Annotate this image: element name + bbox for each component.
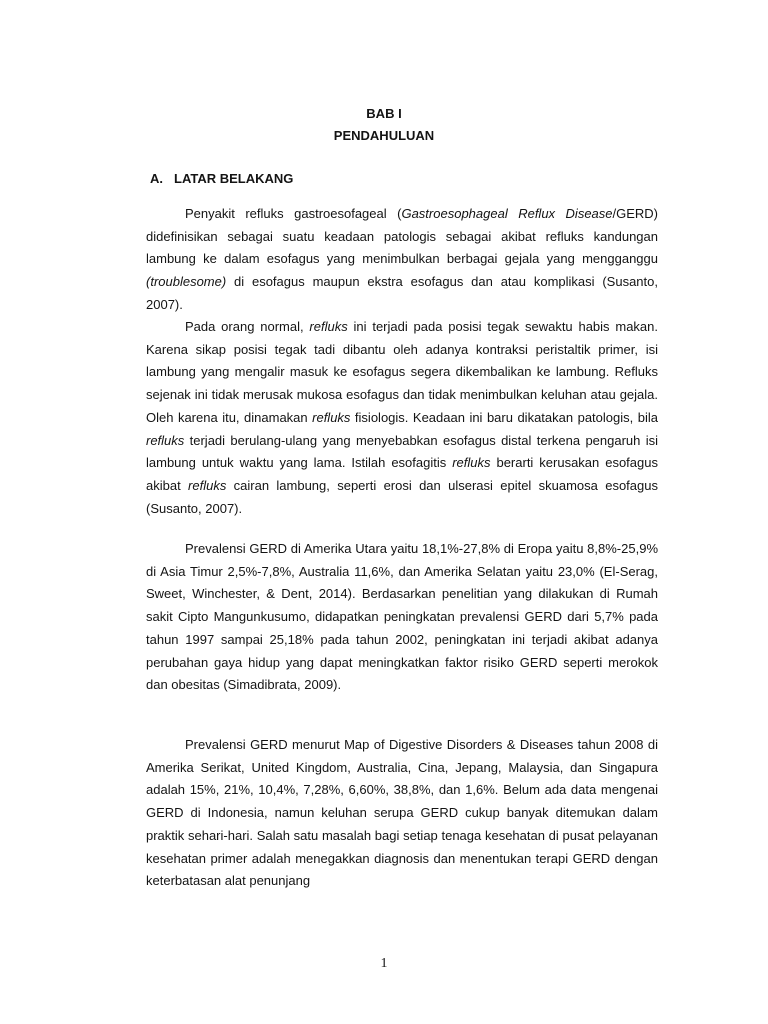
chapter-title: PENDAHULUAN [333,128,435,143]
italic-term: refluks [452,455,491,471]
text-run: Pada orang normal, [185,319,310,334]
section-heading [150,171,293,186]
text-run: Prevalensi GERD menurut Map of Digestive Disorders & Diseases tahun 2008 di Amerika Serikat, United Kingdom, Australia, Cina, Jepang, Malaysia, dan Singapura adalah 15%, 21%, 10,4%, 7,28%, 6,60%, 38,8%, dan 1,6%. Belum ada data mengenai GERD di Indonesia, namun keluhan serupa GERD cukup banyak ditemukan dalam praktik sehari-hari. Salah satu masalah bagi setiap tenaga kesehatan di pusat pelayanan kesehatan primer adalah menegakkan diagnosis dan menentukan terapi GERD dengan keterbatasan alat penunjang [146,737,658,889]
text-run: Penyakit refluks gastroesofageal ( [185,206,402,221]
text-run: Prevalensi GERD di Amerika Utara yaitu 18,1%-27,8% di Eropa yaitu 8,8%-25,9% di Asia Timur 2,5%-7,8%, Australia 11,6%, dan Amerika Selatan yaitu 23,0% (El-Serag, Sweet, Winchester, & Dent, 2014). Berdasarkan penelitian yang dilakukan di Rumah sakit Cipto Mangunkusumo, didapatkan peningkatan prevalensi GERD dari 5,7% pada tahun 1997 sampai 25,18% pada tahun 2002, peningkatan ini terjadi akibat adanya perubahan gaya hidup yang dapat meningkatkan faktor risiko GERD seperti merokok dan obesitas (Simadibrata, 2009). [146,541,658,693]
chapter-label: BAB I [366,106,402,121]
text-run: berarti kerusakan esofagus akibat [146,455,658,493]
paragraph-1 [146,203,658,317]
text-run: cairan lambung, seperti erosi dan ulserasi epitel skuamosa esofagus (Susanto, 2007). [146,477,658,516]
italic-term: refluks [146,432,185,448]
italic-term: refluks [312,409,351,425]
paragraph-2 [146,316,658,520]
text-run: terjadi berulang-ulang yang menyebabkan esofagus distal terkena pengaruh isi lambung untuk waktu yang lama. Istilah esofagitis [146,432,658,471]
italic-term: Gastroesophageal Reflux Disease [401,206,613,221]
section-title: LATAR BELAKANG [174,171,294,186]
italic-term: refluks [309,319,348,334]
section-number: A. [150,171,163,186]
paragraph-4 [146,734,658,893]
text-run: /GERD) didefinisikan sebagai suatu keadaan patologis sebagai akibat refluks kandungan lambung ke dalam esofagus yang menimbulkan berbagai gejala yang mengganggu [146,206,659,267]
italic-term: refluks [188,477,227,493]
page-number: 1 [380,956,388,971]
text-run: ini terjadi pada posisi tegak sewaktu habis makan. Karena sikap posisi tegak tadi dibantu oleh adanya kontraksi peristaltik primer, isi lambung yang mengalir masuk ke esofagus segera dikembalikan ke lambung. Refluks sejenak ini tidak merusak mukosa esofagus dan tidak menimbulkan keluhan atau gejala. Oleh karena itu, dinamakan [146,319,658,425]
italic-term: (troublesome) [146,274,227,290]
text-run: di esofagus maupun ekstra esofagus dan atau komplikasi (Susanto, 2007). [146,274,658,312]
paragraph-3 [146,538,658,697]
text-run: fisiologis. Keadaan ini baru dikatakan patologis, bila [350,409,658,425]
